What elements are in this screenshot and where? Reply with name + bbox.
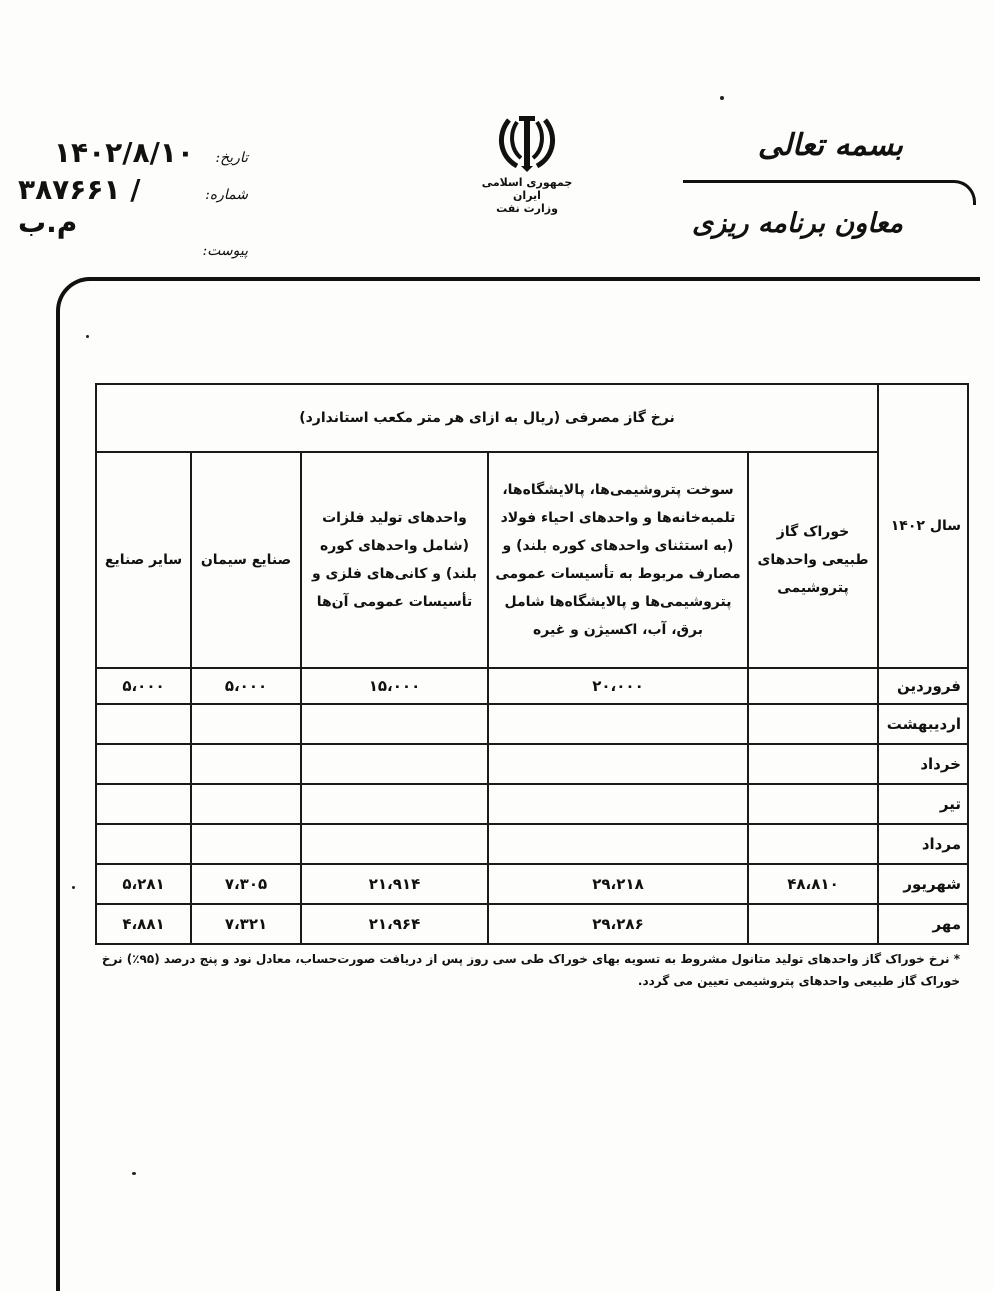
value-cell: ۴۸،۸۱۰: [748, 864, 878, 904]
value-cell: [748, 824, 878, 864]
value-cell: ۵،۲۸۱: [96, 864, 191, 904]
value-cell: ۲۱،۹۱۴: [301, 864, 488, 904]
letter-meta: [18, 136, 248, 263]
scan-speck: [132, 1172, 136, 1175]
attachment-row: [18, 243, 248, 259]
table-row: [96, 744, 968, 784]
value-cell: ۲۱،۹۶۴: [301, 904, 488, 944]
table-title: نرخ گاز مصرفی (ریال به ازای هر متر مکعب استاندارد): [96, 384, 878, 452]
col-header-cement: صنایع سیمان: [191, 452, 301, 668]
gas-rates-table: [95, 383, 969, 945]
value-cell: ۱۵،۰۰۰: [301, 668, 488, 704]
scan-speck: [720, 96, 724, 100]
col-header-refinery-fuel: سوخت پتروشیمی‌ها، پالایشگاه‌ها، تلمبه‌خانه‌ها و واحدهای احیاء فولاد (به استثنای واحدهای کوره بلند) و مصارف مربوط به تأسیسات عمومی پتروشیمی‌ها و پالایشگاه‌ها شامل برق، آب، اکسیژن و غیره: [488, 452, 748, 668]
month-cell: اردیبهشت: [878, 704, 968, 744]
value-cell: [96, 744, 191, 784]
value-cell: ۵،۰۰۰: [191, 668, 301, 704]
letterhead-emblem: [472, 112, 582, 215]
value-cell: ۷،۳۲۱: [191, 904, 301, 944]
value-cell: [301, 704, 488, 744]
emblem-text-ministry: وزارت نفت: [496, 202, 558, 215]
value-cell: ۷،۳۰۵: [191, 864, 301, 904]
number-row: [18, 173, 248, 239]
table-row: [96, 824, 968, 864]
table-row: [96, 668, 968, 704]
department-name: معاون برنامه ریزی: [691, 208, 903, 239]
number-label: شماره:: [205, 187, 248, 203]
date-row: [18, 136, 248, 169]
month-cell: خرداد: [878, 744, 968, 784]
scan-speck: [86, 335, 89, 338]
number-value: ۳۸۷۶۶۱ /م.ب: [18, 173, 141, 239]
value-cell: [748, 668, 878, 704]
scan-speck: [72, 886, 75, 889]
value-cell: [96, 784, 191, 824]
date-value: ۱۴۰۲/۸/۱۰: [53, 136, 194, 169]
value-cell: [96, 704, 191, 744]
value-cell: [301, 824, 488, 864]
value-cell: [301, 744, 488, 784]
value-cell: [748, 704, 878, 744]
value-cell: ۲۹،۲۸۶: [488, 904, 748, 944]
value-cell: [191, 824, 301, 864]
bismillah-heading: بسمه تعالی: [757, 128, 903, 163]
value-cell: [748, 784, 878, 824]
date-label: تاریخ:: [215, 150, 248, 166]
value-cell: [488, 744, 748, 784]
value-cell: [191, 784, 301, 824]
value-cell: [488, 824, 748, 864]
table-row: [96, 784, 968, 824]
value-cell: [488, 784, 748, 824]
value-cell: [191, 704, 301, 744]
value-cell: ۵،۰۰۰: [96, 668, 191, 704]
value-cell: ۲۰،۰۰۰: [488, 668, 748, 704]
table-row: [96, 904, 968, 944]
month-cell: تیر: [878, 784, 968, 824]
value-cell: [488, 704, 748, 744]
table-row: [96, 864, 968, 904]
header-divider: [683, 180, 976, 205]
col-header-petrochemical-feed: خوراک گاز طبیعی واحدهای پتروشیمی: [748, 452, 878, 668]
emblem-text-country: جمهوری اسلامی ایران: [481, 176, 573, 202]
col-header-other-industries: سایر صنایع: [96, 452, 191, 668]
iran-emblem-icon: [495, 112, 559, 174]
value-cell: ۴،۸۸۱: [96, 904, 191, 944]
month-cell: شهریور: [878, 864, 968, 904]
col-header-metal-production: واحدهای تولید فلزات (شامل واحدهای کوره بلند) و کانی‌های فلزی و تأسیسات عمومی آن‌ها: [301, 452, 488, 668]
value-cell: [191, 744, 301, 784]
value-cell: [748, 904, 878, 944]
value-cell: [96, 824, 191, 864]
month-cell: مهر: [878, 904, 968, 944]
value-cell: [748, 744, 878, 784]
value-cell: ۲۹،۲۱۸: [488, 864, 748, 904]
month-cell: فروردین: [878, 668, 968, 704]
value-cell: [301, 784, 488, 824]
year-header: سال ۱۴۰۲: [878, 384, 968, 668]
attachment-label: پیوست:: [202, 243, 248, 259]
table-footnote: * نرخ خوراک گاز واحدهای تولید متانول مشروط به تسویه بهای خوراک طی سی روز پس از دریافت صورت‌حساب، معادل نود و پنج درصد (۹۵٪) نرخ خوراک گاز طبیعی واحدهای پتروشیمی تعیین می گردد.: [101, 952, 960, 988]
month-cell: مرداد: [878, 824, 968, 864]
table-row: [96, 704, 968, 744]
